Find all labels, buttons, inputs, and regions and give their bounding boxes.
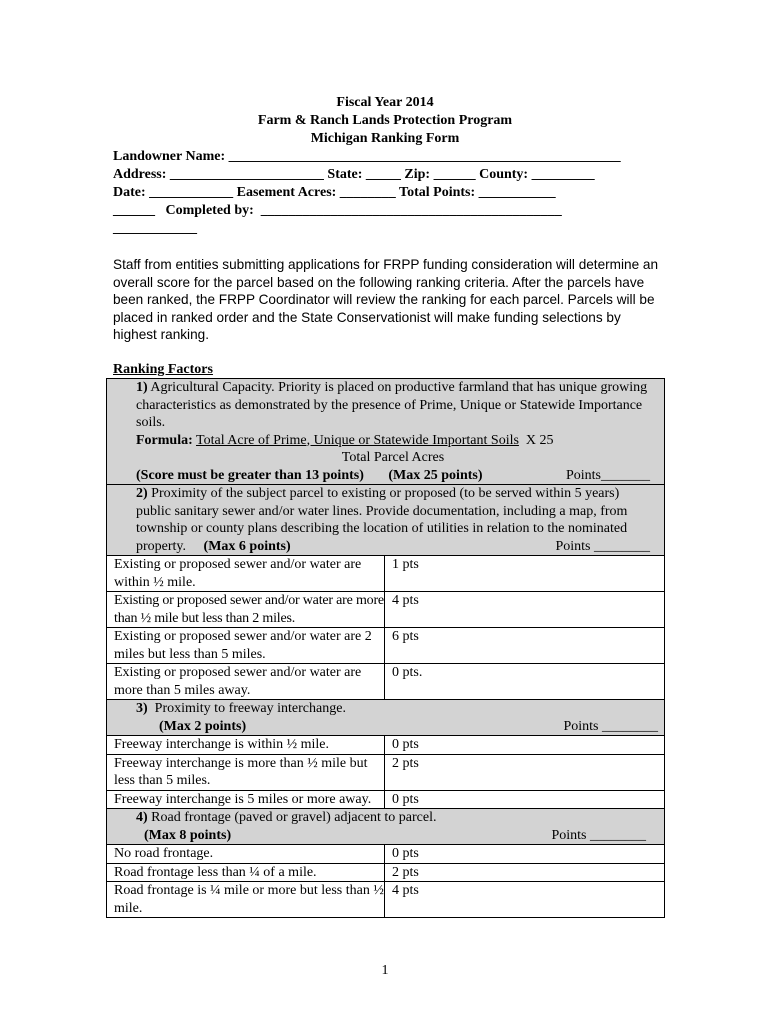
section-2-text: Proximity of the subject parcel to existing or proposed (to be served within 5 years) public sanitary sewer and/or water lines. Provide documentation, including a map, from township or county plans describing the location of utilities in relation to the nominated property. — [136, 486, 628, 554]
section-3-number: 3) — [136, 701, 148, 716]
section-4-max-row — [136, 827, 646, 845]
points-value-cell: 4 pts — [385, 882, 665, 918]
criterion-cell: Existing or proposed sewer and/or water are more than ½ mile but less than 2 miles. — [107, 592, 385, 628]
trailing-line: ____________ — [113, 221, 197, 236]
section-4-text: Road frontage (paved or gravel) adjacent to parcel. — [151, 810, 437, 825]
section-2-points-field[interactable]: Points ________ — [555, 538, 650, 554]
formula-denominator: Total Parcel Acres — [341, 450, 445, 465]
section-3-title — [136, 700, 658, 718]
ranking-factors-heading: Ranking Factors — [113, 362, 213, 377]
table-row — [107, 790, 665, 809]
section-4-cell — [107, 809, 665, 845]
points-value-cell: 1 pts — [385, 556, 665, 592]
table-row — [107, 845, 665, 864]
section-3-max: (Max 2 points) — [159, 718, 247, 734]
table-row — [107, 628, 665, 664]
completed-by-field[interactable] — [113, 202, 663, 220]
points-value-cell: 4 pts — [385, 592, 665, 628]
section-3-text: Proximity to freeway interchange. — [154, 701, 346, 716]
points-value-cell: 0 pts — [385, 736, 665, 755]
section-4-number: 4) — [136, 810, 148, 825]
section-4-points-field[interactable]: Points ________ — [551, 827, 646, 843]
section-2-row — [107, 485, 665, 556]
section-1-row — [107, 379, 665, 485]
completed-by-line: ___________________________________________ — [260, 203, 562, 218]
points-value-cell: 0 pts. — [385, 664, 665, 700]
section-1-text: Agricultural Capacity. Priority is placed on productive farmland that has unique growing characteristics as demonstrated by the presence of Prime, Unique or Statewide Importance soils. — [136, 380, 648, 430]
section-3-max-row — [136, 718, 658, 736]
section-2-cell — [107, 485, 665, 556]
document-header — [0, 94, 770, 148]
header-program: Farm & Ranch Lands Protection Program — [257, 113, 513, 128]
section-1-points-field[interactable]: Points_______ — [565, 467, 650, 483]
page-number: 1 — [381, 963, 389, 978]
section-1-score-note: (Score must be greater than 13 points) — [136, 467, 364, 483]
section-2-number: 2) — [136, 486, 148, 501]
criterion-cell: No road frontage. — [107, 845, 385, 864]
section-4-max: (Max 8 points) — [144, 827, 232, 843]
table-row — [107, 592, 665, 628]
section-1-description — [136, 379, 650, 432]
address-field[interactable]: Address: ______________________ State: _____ Zip: ______ County: _________ — [113, 167, 595, 182]
landowner-field[interactable]: Landowner Name: ________________________________________________________ — [113, 149, 621, 164]
criterion-cell: Existing or proposed sewer and/or water are within ½ mile. — [107, 556, 385, 592]
section-3-cell — [107, 700, 665, 736]
table-row — [107, 863, 665, 882]
section-3-points-field[interactable]: Points ________ — [563, 718, 658, 734]
criterion-cell: Existing or proposed sewer and/or water are more than 5 miles away. — [107, 664, 385, 700]
points-value-cell: 2 pts — [385, 863, 665, 882]
criterion-cell: Road frontage is ¼ mile or more but less than ½ mile. — [107, 882, 385, 918]
section-2-max: (Max 6 points) — [203, 538, 291, 554]
header-form-title: Michigan Ranking Form — [310, 131, 460, 146]
section-1-max: (Max 25 points) — [388, 467, 483, 483]
points-value-cell: 0 pts — [385, 845, 665, 864]
points-value-cell: 0 pts — [385, 790, 665, 809]
table-row — [107, 556, 665, 592]
intro-paragraph: Staff from entities submitting applications for FRPP funding consideration will determine an overall score for the parcel based on the following ranking criteria. After the parcels have been ranked, the FRPP Coordinator will review the ranking for each parcel. Parcels will be placed in ranked order and the State Conservationist will make funding selections by highest ranking. — [113, 257, 659, 343]
form-fields — [113, 148, 663, 238]
points-value-cell: 2 pts — [385, 754, 665, 790]
ranking-table — [106, 378, 665, 918]
points-value-cell: 6 pts — [385, 628, 665, 664]
completed-by-label: Completed by: — [165, 203, 254, 218]
section-1-formula — [136, 432, 650, 450]
criterion-cell: Freeway interchange is 5 miles or more away. — [107, 790, 385, 809]
formula-numerator: Total Acre of Prime, Unique or Statewide Important Soils — [196, 432, 519, 448]
date-field[interactable]: Date: ____________ Easement Acres: ________ Total Points: ___________ — [113, 185, 556, 200]
header-fiscal-year: Fiscal Year 2014 — [336, 95, 434, 110]
criterion-cell: Freeway interchange is within ½ mile. — [107, 736, 385, 755]
criterion-cell: Existing or proposed sewer and/or water are 2 miles but less than 5 miles. — [107, 628, 385, 664]
section-1-number: 1) — [136, 380, 148, 395]
section-3-row — [107, 700, 665, 736]
formula-multiplier: X 25 — [525, 432, 554, 448]
criterion-cell: Freeway interchange is more than ½ mile but less than 5 miles. — [107, 754, 385, 790]
section-1-cell — [107, 379, 665, 485]
table-row — [107, 664, 665, 700]
table-row — [107, 736, 665, 755]
criterion-cell: Road frontage less than ¼ of a mile. — [107, 863, 385, 882]
section-1-score-row — [136, 467, 650, 485]
section-4-title — [136, 809, 646, 827]
formula-label: Formula: — [136, 432, 193, 448]
table-row — [107, 882, 665, 918]
completed-prefix-line: ______ — [113, 203, 155, 218]
table-row — [107, 754, 665, 790]
section-4-row — [107, 809, 665, 845]
